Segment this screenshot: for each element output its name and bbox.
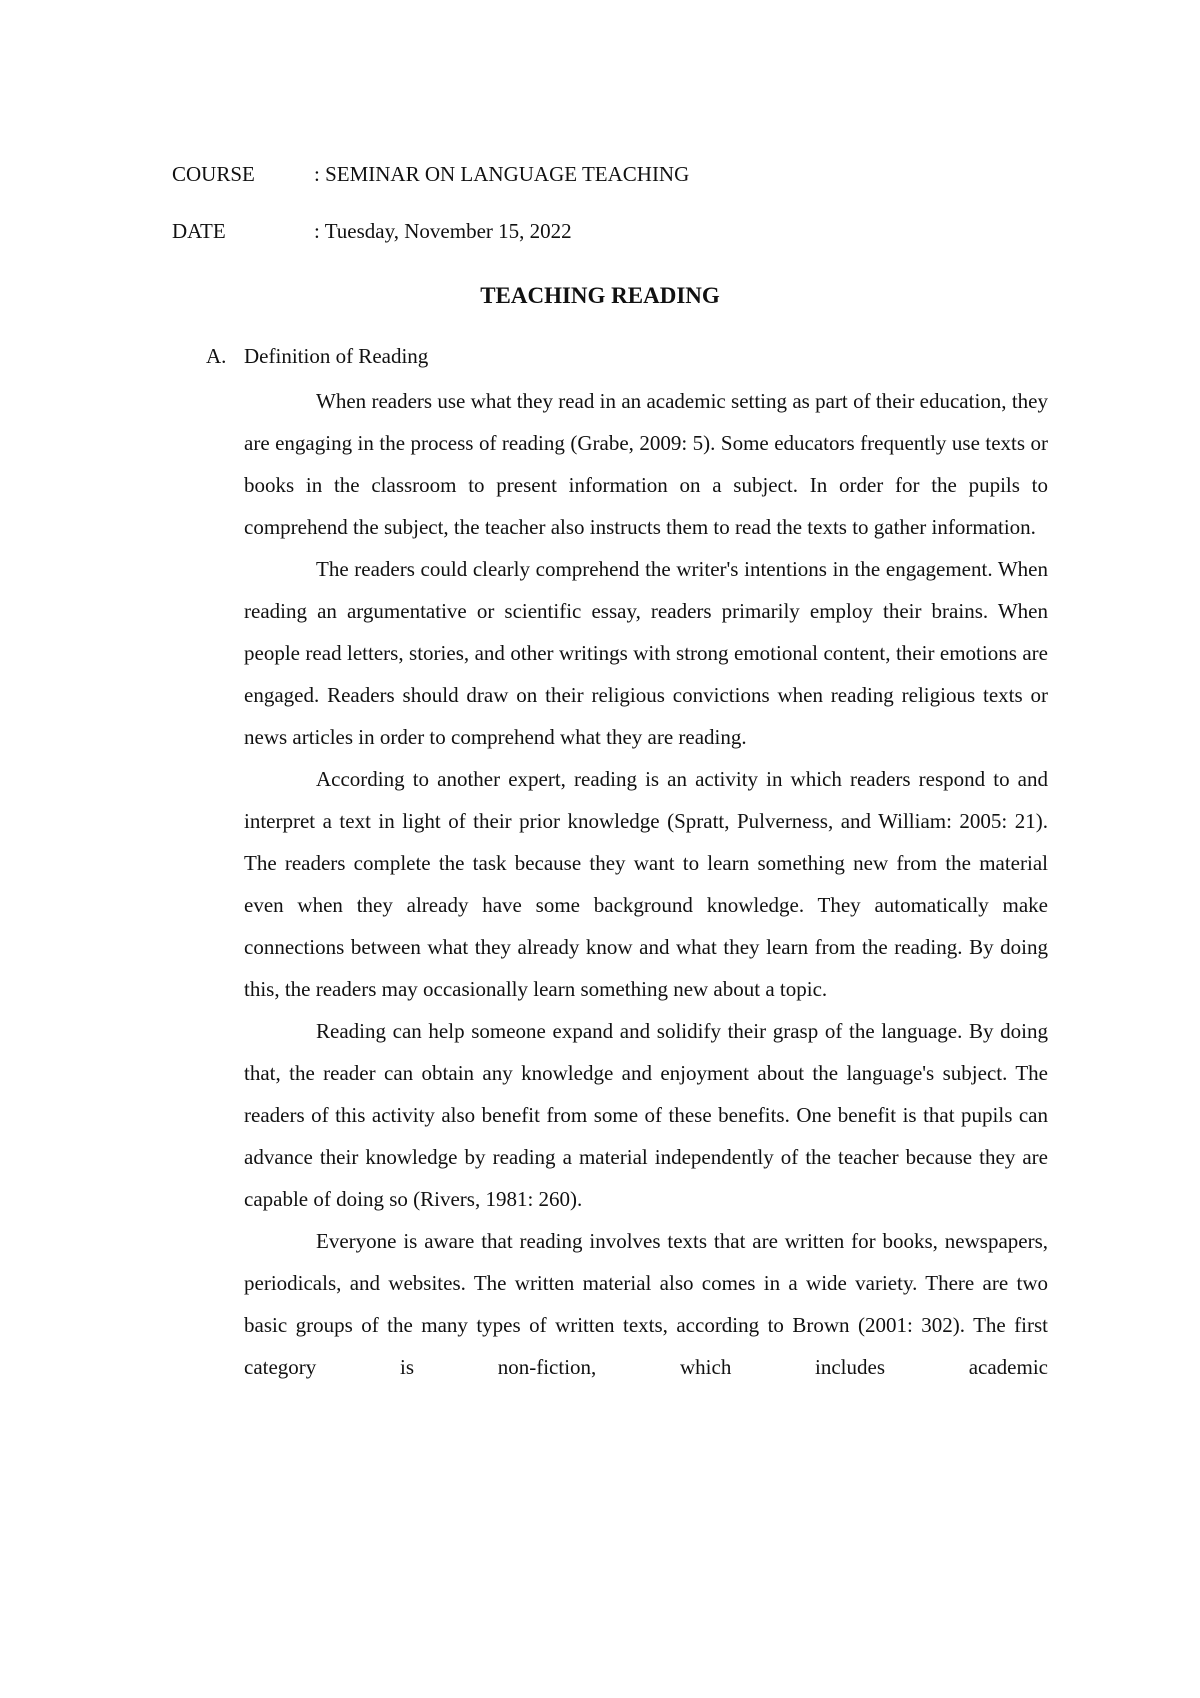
paragraph: Reading can help someone expand and solidify their grasp of the language. By doing that, the reader can obtain any knowledge and enjoyment about the language's subject. The readers of this activity also benefit from some of these benefits. One benefit is that pupils can advance their knowledge by reading a material independently of the teacher because they are capable of doing so (Rivers, 1981: 260). [244, 1019, 1048, 1211]
course-value: : SEMINAR ON LANGUAGE TEACHING [314, 162, 690, 186]
date-label: DATE [172, 219, 226, 243]
body-text [244, 380, 1048, 1388]
document-title: TEACHING READING [480, 283, 720, 308]
paragraph: According to another expert, reading is an activity in which readers respond to and interpret a text in light of their prior knowledge (Spratt, Pulverness, and William: 2005: 21). The readers complete the task because they want to learn something new from the material even when they already have some background knowledge. They automatically make connections between what they already know and what they learn from the reading. By doing this, the readers may occasionally learn something new about a topic. [244, 767, 1048, 1001]
course-label: COURSE [172, 162, 255, 186]
paragraph: The readers could clearly comprehend the writer's intentions in the engagement. When reading an argumentative or scientific essay, readers primarily employ their brains. When people read letters, stories, and other writings with strong emotional content, their emotions are engaged. Readers should draw on their religious convictions when reading religious texts or news articles in order to comprehend what they are reading. [244, 557, 1048, 749]
date-value: : Tuesday, November 15, 2022 [314, 219, 572, 243]
section-letter: A. [206, 344, 227, 368]
paragraph: Everyone is aware that reading involves texts that are written for books, newspapers, periodicals, and websites. The written material also comes in a wide variety. There are two basic groups of the many types of written texts, according to Brown (2001: 302). The first category is non-fiction, which includes academic [244, 1229, 1048, 1379]
paragraph: When readers use what they read in an academic setting as part of their education, they are engaging in the process of reading (Grabe, 2009: 5). Some educators frequently use texts or books in the classroom to present information on a subject. In order for the pupils to comprehend the subject, the teacher also instructs them to read the texts to gather information. [244, 389, 1048, 539]
section-title: Definition of Reading [244, 344, 429, 368]
